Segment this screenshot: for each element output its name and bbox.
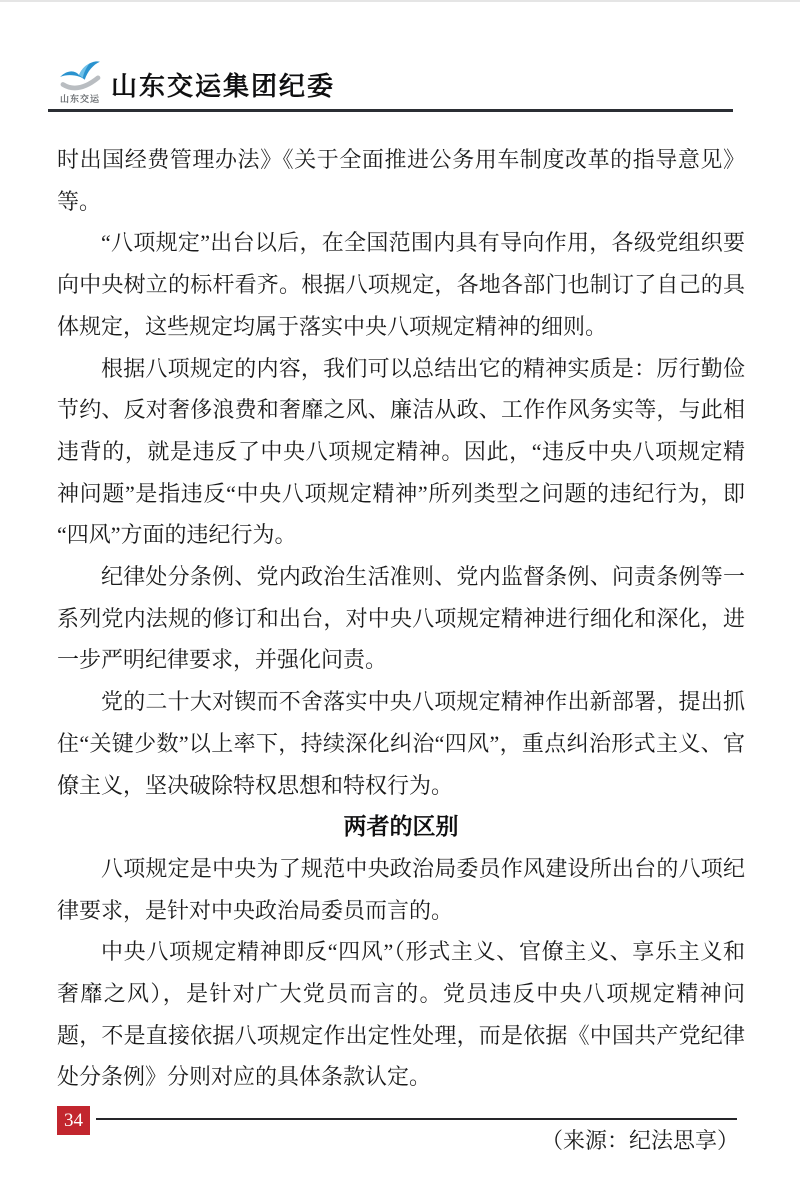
swallow-bird-logo-icon [55, 57, 105, 93]
paragraph: 中央八项规定精神即反“四风”（形式主义、官僚主义、享乐主义和奢靡之风），是针对广大党员而言的。党员违反中央八项规定精神问题，不是直接依据八项规定作出定性处理，而是依据《中国共产党纪律处分条例》分则对应的具体条款认定。 [57, 939, 745, 1090]
page-title: 山东交运集团纪委 [111, 71, 336, 101]
document-body [57, 139, 745, 1162]
paragraph: 党的二十大对锲而不舍落实中央八项规定精神作出新部署，提出抓住“关键少数”以上率下，持续深化纠治“四风”，重点纠治形式主义、官僚主义，坚决破除特权思想和特权行为。 [57, 689, 745, 798]
source-note: （来源：纪法思享） [540, 1128, 739, 1154]
paragraph: 纪律处分条例、党内政治生活准则、党内监督条例、问责条例等一系列党内法规的修订和出台，对中央八项规定精神进行细化和深化，进一步严明纪律要求，并强化问责。 [57, 564, 745, 673]
page-number-badge: 34 [57, 1106, 90, 1135]
paragraph: “八项规定”出台以后，在全国范围内具有导向作用，各级党组织要向中央树立的标杆看齐。根据八项规定，各地各部门也制订了自己的具体规定，这些规定均属于落实中央八项规定精神的细则。 [57, 230, 745, 339]
paragraph: 时出国经费管理办法》《关于全面推进公务用车制度改革的指导意见》等。 [57, 147, 745, 214]
logo-caption: 山东交运 [59, 94, 100, 104]
section-heading: 两者的区别 [343, 813, 459, 840]
header-divider [48, 109, 733, 112]
page-edge-divider [0, 0, 800, 2]
company-logo [55, 57, 105, 105]
paragraph: 根据八项规定的内容，我们可以总结出它的精神实质是：厉行勤俭节约、反对奢侈浪费和奢靡之风、廉洁从政、工作作风务实等，与此相违背的，就是违反了中央八项规定精神。因此，“违反中央八项规定精神问题”是指违反“中央八项规定精神”所列类型之问题的违纪行为，即“四风”方面的违纪行为。 [57, 355, 745, 548]
paragraph: 八项规定是中央为了规范中央政治局委员作风建设所出台的八项纪律要求，是针对中央政治局委员而言的。 [57, 855, 745, 923]
footer-divider [96, 1118, 737, 1120]
